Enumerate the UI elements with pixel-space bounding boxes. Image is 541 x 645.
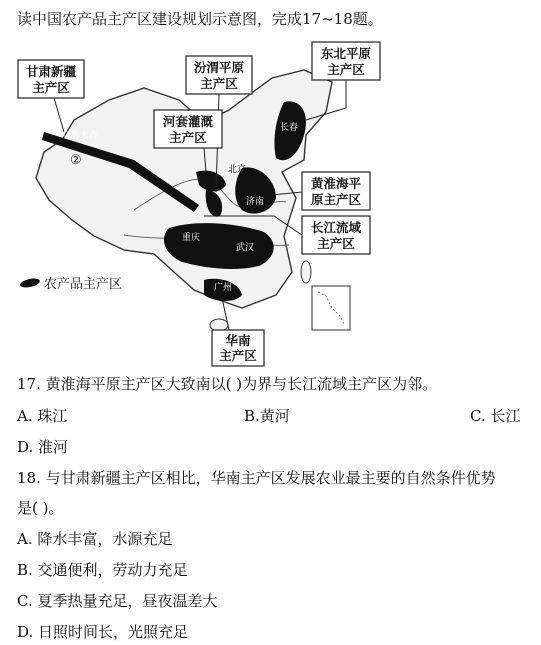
q18-option-d[interactable]: D. 日照时间长，光照充足	[17, 623, 189, 641]
marker-2: ②	[70, 153, 82, 168]
q17-option-b[interactable]: B.黄河	[244, 407, 290, 425]
svg-text:主产区: 主产区	[169, 130, 207, 145]
svg-text:原主产区: 原主产区	[310, 192, 362, 207]
q18-option-c[interactable]: C. 夏季热量充足，昼夜温差大	[17, 592, 218, 610]
q17-stem: 17. 黄淮海平原主产区大致南以( )为界与长江流域主产区为邻。	[17, 375, 438, 393]
city-wuhan: 武汉	[236, 243, 255, 253]
city-jinan: 济南	[246, 197, 265, 207]
svg-text:主产区: 主产区	[200, 76, 238, 91]
q17-option-d[interactable]: D. 淮河	[17, 438, 69, 456]
city-chongqing: 重庆	[182, 233, 201, 243]
legend-swatch	[19, 277, 40, 289]
china-agriculture-map	[14, 40, 386, 368]
q18-stem-line1: 18. 与甘肃新疆主产区相比，华南主产区发展农业最主要的自然条件优势	[17, 469, 496, 487]
svg-text:黄淮海平: 黄淮海平	[310, 176, 362, 191]
svg-text:汾渭平原: 汾渭平原	[193, 60, 245, 75]
svg-text:长江流域: 长江流域	[310, 220, 362, 235]
svg-text:主产区: 主产区	[219, 348, 257, 363]
svg-text:农产品主产区: 农产品主产区	[44, 277, 123, 292]
q17-option-c[interactable]: C. 长江	[470, 407, 521, 425]
svg-text:主产区: 主产区	[317, 236, 355, 251]
q18-stem-line2: 是( )。	[17, 499, 64, 517]
intro-text: 读中国农产品主产区建设规划示意图，完成17~18题。	[17, 10, 383, 28]
q18-option-b[interactable]: B. 交通便利，劳动力充足	[17, 561, 188, 579]
taiwan-island	[301, 261, 311, 283]
svg-text:东北平原: 东北平原	[320, 46, 372, 61]
svg-text:甘肃新疆: 甘肃新疆	[25, 64, 77, 79]
south-sea-inset	[312, 286, 350, 330]
svg-text:河套灌溉: 河套灌溉	[162, 114, 214, 129]
q18-option-a[interactable]: A. 降水丰富，水源充足	[17, 530, 173, 548]
svg-text:主产区: 主产区	[327, 62, 365, 77]
city-guangzhou: 广州	[214, 283, 233, 293]
city-beijing: 北京	[228, 165, 247, 175]
city-urumqi: 乌鲁木齐	[62, 131, 99, 141]
q17-option-a[interactable]: A. 珠江	[17, 407, 68, 425]
svg-text:主产区: 主产区	[32, 80, 70, 95]
hainan-island	[210, 319, 228, 331]
label-south-china	[212, 298, 264, 366]
city-changchun: 长春	[280, 123, 299, 133]
svg-text:华南: 华南	[225, 333, 251, 348]
map-legend	[19, 276, 122, 292]
